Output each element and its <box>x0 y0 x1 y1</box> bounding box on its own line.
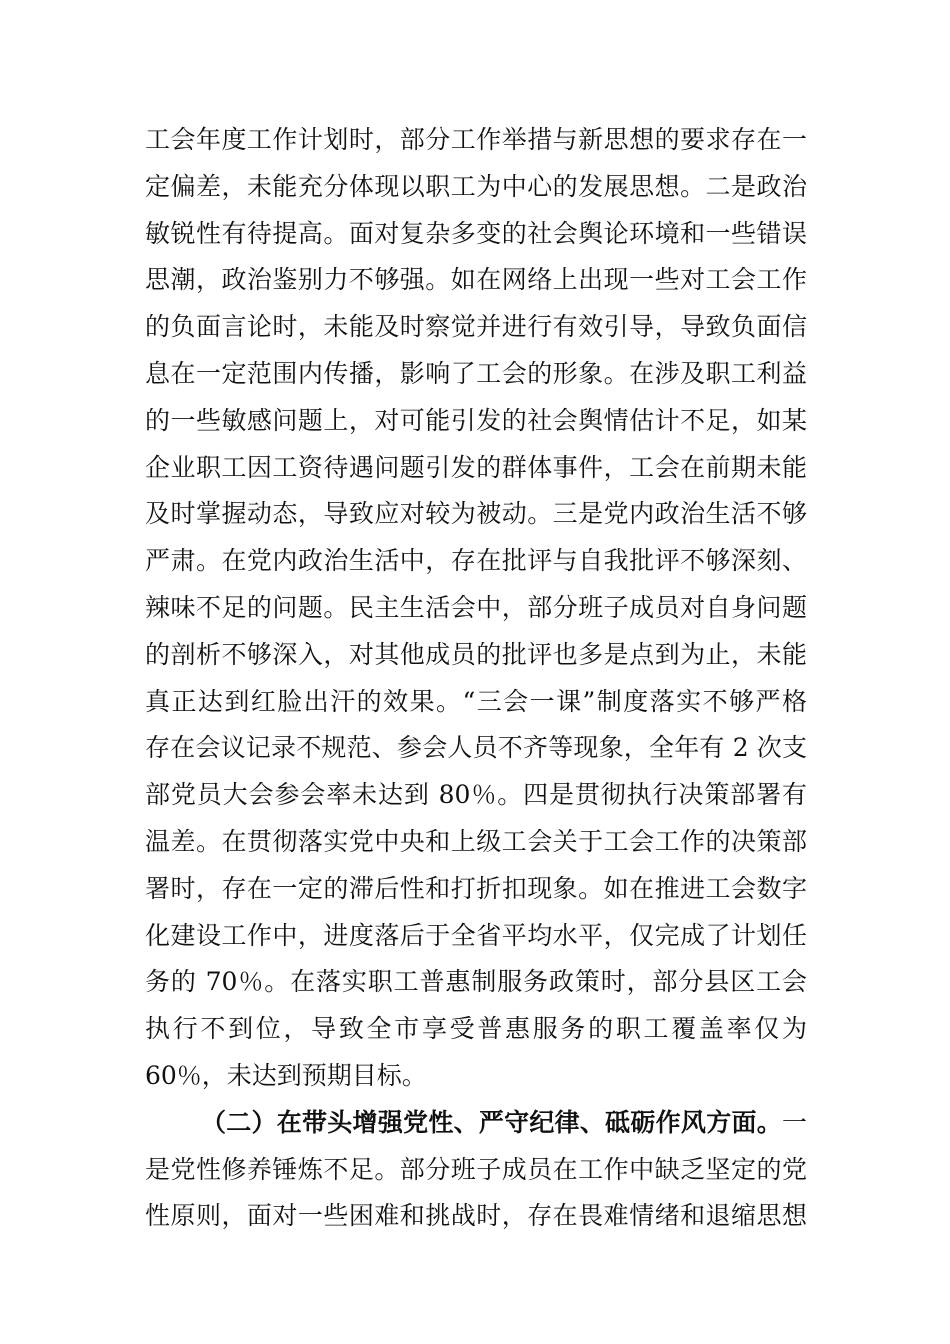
text-line: 企业职工因工资待遇问题引发的群体事件，工会在前期未能 <box>145 452 807 482</box>
text-line: 是党性修养锤炼不足。部分班子成员在工作中缺乏坚定的党 <box>145 1154 807 1184</box>
text-line: 温差。在贯彻落实党中央和上级工会关于工会工作的决策部 <box>145 826 807 856</box>
text-line: 定偏差，未能充分体现以职工为中心的发展思想。二是政治 <box>145 171 807 201</box>
document-body <box>145 117 807 1240</box>
text-line: 署时，存在一定的滞后性和打折扣现象。如在推进工会数字 <box>145 873 807 903</box>
text-line: 工会年度工作计划时，部分工作举措与新思想的要求存在一 <box>145 125 807 154</box>
text-line: 真正达到红脸出汗的效果。“三会一课”制度落实不够严格 <box>145 686 807 716</box>
text-line: 严肃。在党内政治生活中，存在批评与自我批评不够深刻、 <box>145 546 807 576</box>
text-line: 的负面言论时，未能及时察觉并进行有效引导，导致负面信 <box>145 312 807 342</box>
text-fragment: 一 <box>781 1107 807 1137</box>
text-line: 敏锐性有待提高。面对复杂多变的社会舆论环境和一些错误 <box>145 218 807 248</box>
text-line: 的剖析不够深入，对其他成员的批评也多是点到为止，未能 <box>145 639 807 669</box>
text-line: 息在一定范围内传播，影响了工会的形象。在涉及职工利益 <box>145 358 807 388</box>
text-line: 辣味不足的问题。民主生活会中，部分班子成员对自身问题 <box>145 592 807 622</box>
paragraph-2 <box>145 1100 807 1240</box>
section-heading-line <box>145 1100 807 1147</box>
text-line: 存在会议记录不规范、参会人员不齐等现象，全年有 2 次支 <box>145 733 807 763</box>
text-line: 执行不到位，导致全市享受普惠服务的职工覆盖率仅为 <box>145 1014 807 1044</box>
text-line: 务的 70％。在落实职工普惠制服务政策时，部分县区工会 <box>145 967 807 997</box>
text-line: 化建设工作中，进度落后于全省平均水平，仅完成了计划任 <box>145 920 807 950</box>
section-heading: （二）在带头增强党性、严守纪律、砥砺作风方面。 <box>201 1107 782 1137</box>
text-line: 60％，未达到预期目标。 <box>145 1060 427 1090</box>
text-line: 及时掌握动态，导致应对较为被动。三是党内政治生活不够 <box>145 499 807 529</box>
text-line: 性原则，面对一些困难和挑战时，存在畏难情绪和退缩思想 <box>145 1201 807 1231</box>
text-line: 部党员大会参会率未达到 80％。四是贯彻执行决策部署有 <box>145 780 807 810</box>
paragraph-1 <box>145 117 807 1100</box>
text-line: 的一些敏感问题上，对可能引发的社会舆情估计不足，如某 <box>145 405 807 435</box>
text-line: 思潮，政治鉴别力不够强。如在网络上出现一些对工会工作 <box>145 265 807 295</box>
